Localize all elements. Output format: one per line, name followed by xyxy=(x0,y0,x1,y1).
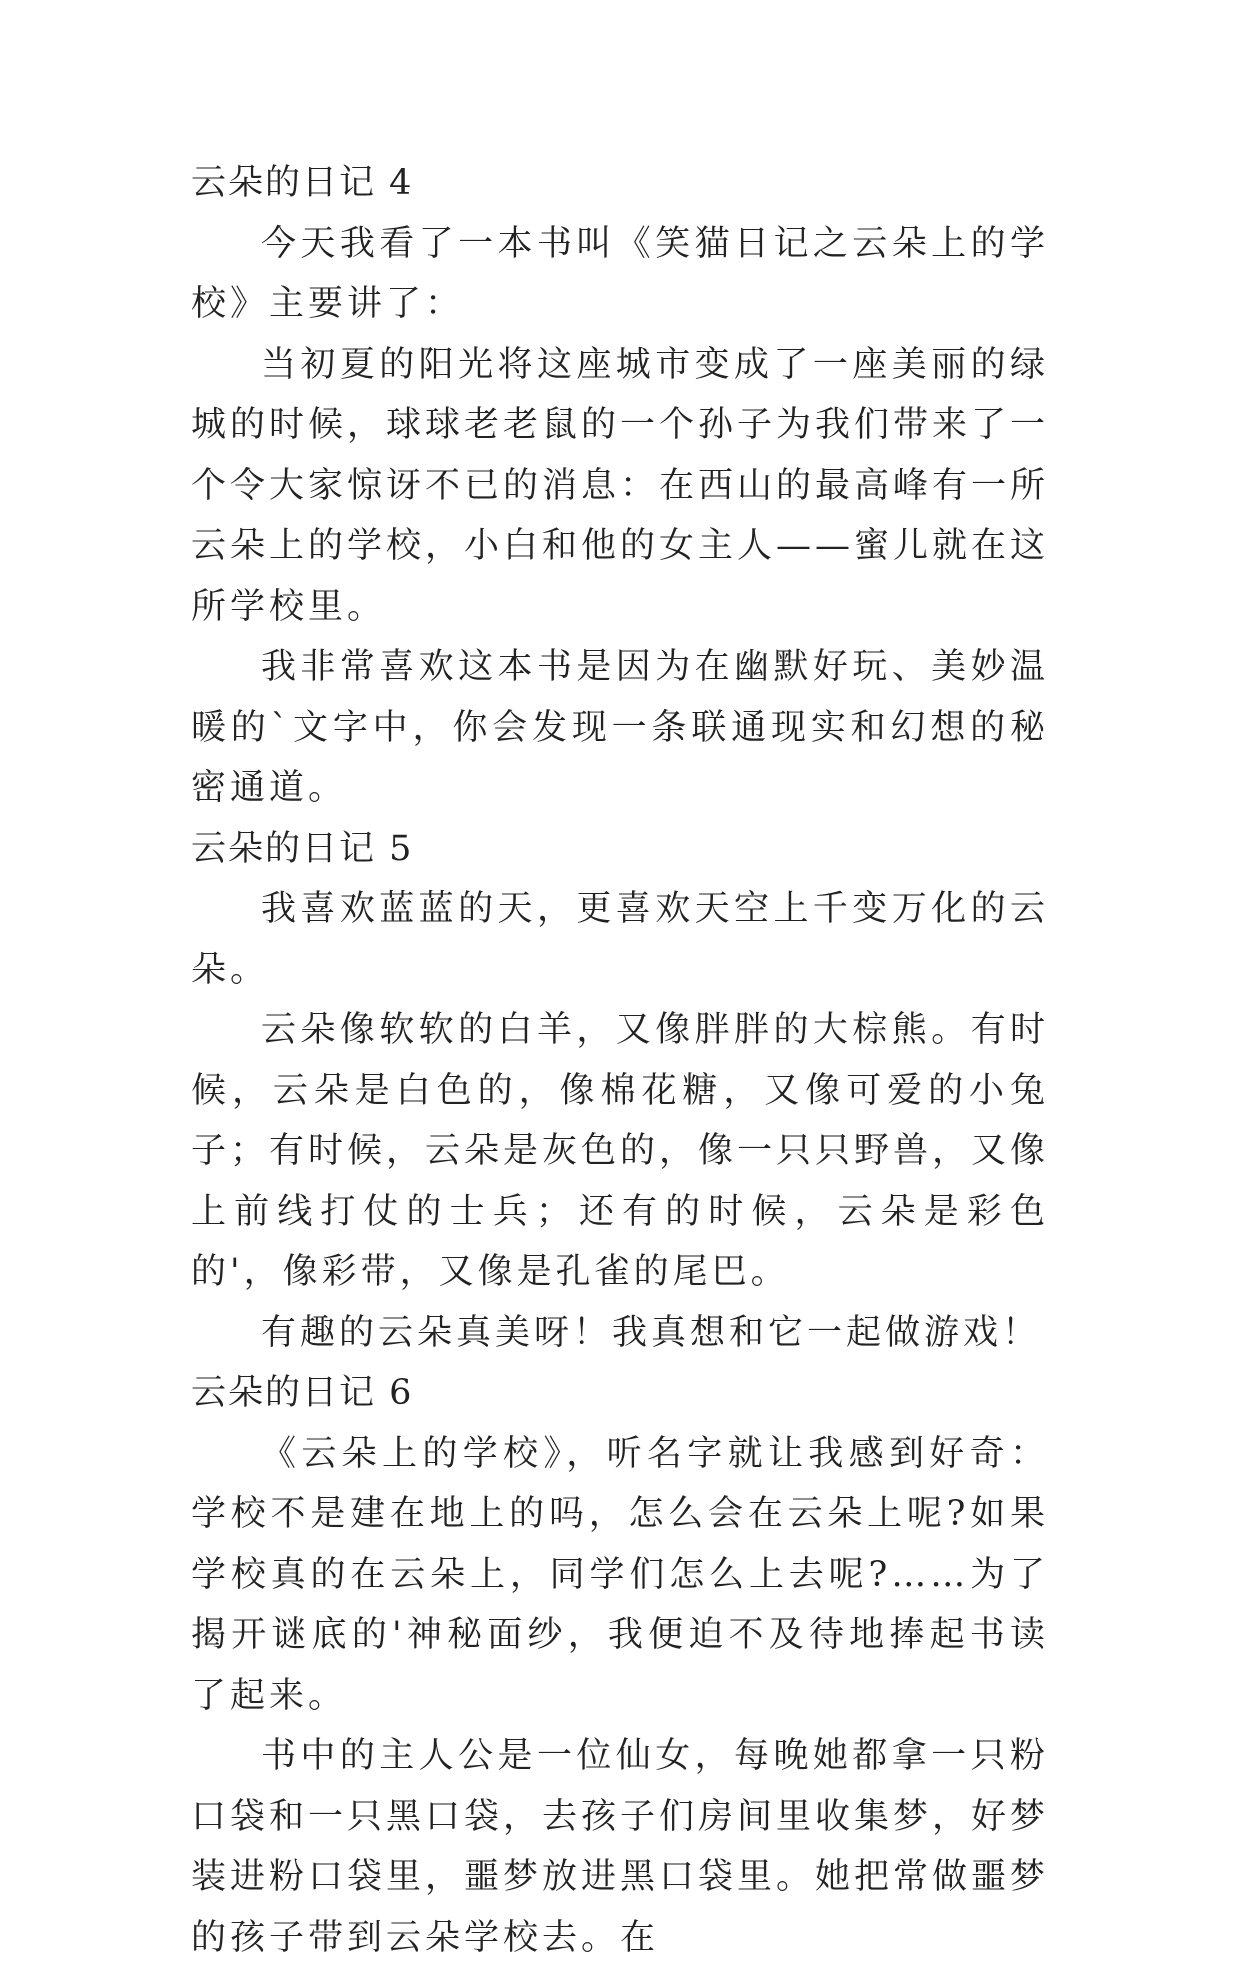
paragraph: 书中的主人公是一位仙女，每晚她都拿一只粉口袋和一只黑口袋，去孩子们房间里收集梦，好梦装进粉口袋里，噩梦放进黑口袋里。她把常做噩梦的孩子带到云朵学校去。在 xyxy=(191,1736,1050,1958)
paragraph: 我喜欢蓝蓝的天，更喜欢天空上千变万化的云朵。 xyxy=(191,889,1049,990)
section-heading: 云朵的日记 5 xyxy=(191,828,414,869)
paragraph: 云朵像软软的白羊，又像胖胖的大棕熊。有时候，云朵是白色的，像棉花糖，又像可爱的小兔子；有时候，云朵是灰色的，像一只只野兽，又像上前线打仗的士兵；还有的时候，云朵是彩色的'，像彩带，又像是孔雀的尾巴。 xyxy=(191,1010,1050,1292)
section-heading: 云朵的日记 4 xyxy=(191,163,414,203)
document-page xyxy=(191,153,1049,1968)
section-heading: 云朵的日记 6 xyxy=(191,1373,414,1413)
paragraph: 今天我看了一本书叫《笑猫日记之云朵上的学校》主要讲了： xyxy=(191,223,1049,324)
section-diary-6 xyxy=(191,1363,1049,1968)
section-diary-5 xyxy=(191,819,1049,1364)
paragraph: 《云朵上的学校》，听名字就让我感到好奇：学校不是建在地上的吗，怎么会在云朵上呢?如果学校真的在云朵上，同学们怎么上去呢?……为了揭开谜底的'神秘面纱，我便迫不及待地捧起书读了起来。 xyxy=(191,1433,1049,1716)
paragraph: 当初夏的阳光将这座城市变成了一座美丽的绿城的时候，球球老老鼠的一个孙子为我们带来了一个令大家惊讶不已的消息：在西山的最高峰有一所云朵上的学校，小白和他的女主人——蜜儿就在这所学校里。 xyxy=(191,344,1050,627)
section-diary-4 xyxy=(191,153,1049,819)
paragraph: 有趣的云朵真美呀！我真想和它一起做游戏！ xyxy=(261,1312,1042,1353)
paragraph: 我非常喜欢这本书是因为在幽默好玩、美妙温暖的`文字中，你会发现一条联通现实和幻想的秘密通道。 xyxy=(191,647,1049,808)
